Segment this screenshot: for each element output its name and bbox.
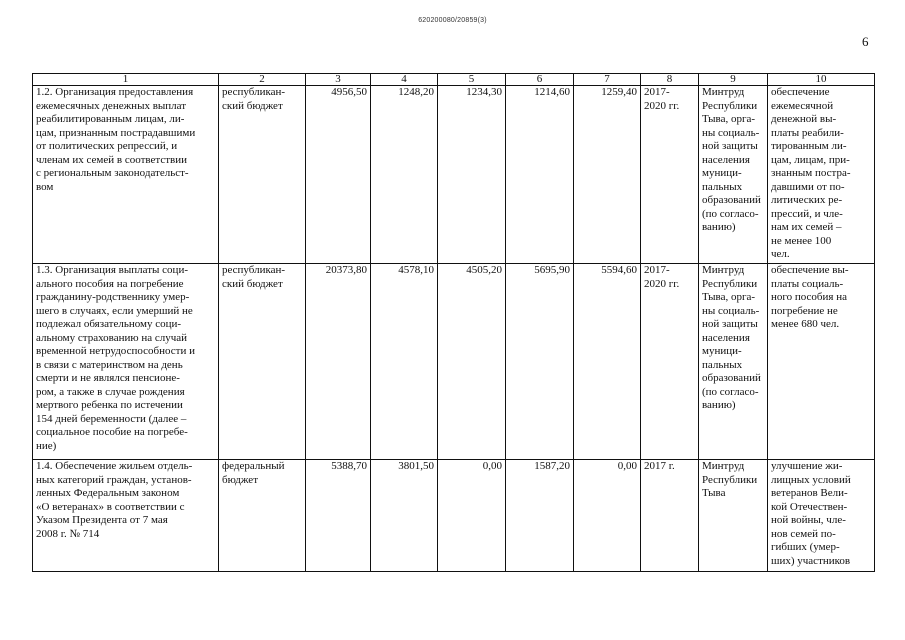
page-number: 6 — [862, 34, 869, 49]
amount-cell: 0,00 — [438, 460, 506, 572]
funding-source-cell: федеральный бюджет — [219, 460, 306, 572]
period-cell: 2017- 2020 гг. — [641, 264, 699, 460]
period-cell: 2017 г. — [641, 460, 699, 572]
responsible-cell: Минтруд Республики Тыва, орга- ны социаль- ной защиты населения муници- пальных образований (по согласо- ванию) — [699, 264, 768, 460]
amount-cell: 5594,60 — [574, 264, 641, 460]
column-header: 6 — [506, 74, 574, 86]
result-cell: обеспечение вы- платы социаль- ного пособия на погребение не менее 680 чел. — [768, 264, 875, 460]
responsible-cell: Минтруд Республики Тыва, орга- ны социаль- ной защиты населения муници- пальных образований (по согласо- ванию) — [699, 86, 768, 264]
responsible-cell: Минтруд Республики Тыва — [699, 460, 768, 572]
total-amount-cell: 4956,50 — [306, 86, 371, 264]
column-header: 7 — [574, 74, 641, 86]
program-table — [32, 73, 875, 572]
table-row — [33, 86, 875, 264]
amount-cell: 1214,60 — [506, 86, 574, 264]
result-cell: обеспечение ежемесячной денежной вы- платы реабили- тированным ли- цам, лицам, при- знанным постра- давшими от по- литических ре- прессий, и чле- нам их семей – не менее 100 чел. — [768, 86, 875, 264]
amount-cell: 1248,20 — [371, 86, 438, 264]
period-cell: 2017- 2020 гг. — [641, 86, 699, 264]
funding-source-cell: республикан- ский бюджет — [219, 264, 306, 460]
amount-cell: 1587,20 — [506, 460, 574, 572]
column-header: 8 — [641, 74, 699, 86]
column-header: 9 — [699, 74, 768, 86]
column-header: 4 — [371, 74, 438, 86]
total-amount-cell: 20373,80 — [306, 264, 371, 460]
amount-cell: 1234,30 — [438, 86, 506, 264]
result-cell: улучшение жи- лищных условий ветеранов Вели- кой Отечествен- ной войны, чле- нов семей по- гибших (умер- ших) участников — [768, 460, 875, 572]
table-row — [33, 264, 875, 460]
column-number-row — [33, 74, 875, 86]
activity-cell: 1.3. Организация выплаты соци- ального пособия на погребение гражданину-родственнику умер- шего в случаях, если умерший не подлежал обязательному соци- альному страхованию на случай временной нетрудоспособности и в связи с материнством на день смерти и не являлся пенсионе- ром, а также в случае рождения мертвого ребенка по истечении 154 дней беременности (далее – социальное пособие на погребе- ние) — [33, 264, 219, 460]
amount-cell: 5695,90 — [506, 264, 574, 460]
amount-cell: 4578,10 — [371, 264, 438, 460]
funding-source-cell: республикан- ский бюджет — [219, 86, 306, 264]
total-amount-cell: 5388,70 — [306, 460, 371, 572]
table-row — [33, 460, 875, 572]
activity-cell: 1.4. Обеспечение жильем отдель- ных категорий граждан, установ- ленных Федеральным законом «О ветеранах» в соответствии с Указом Президента от 7 мая 2008 г. № 714 — [33, 460, 219, 572]
amount-cell: 3801,50 — [371, 460, 438, 572]
amount-cell: 1259,40 — [574, 86, 641, 264]
activity-cell: 1.2. Организация предоставления ежемесячных денежных выплат реабилитированным лицам, ли- цам, признанным пострадавшими от политических репрессий, и членам их семей в соответствии с региональным законодательст- вом — [33, 86, 219, 264]
column-header: 3 — [306, 74, 371, 86]
amount-cell: 4505,20 — [438, 264, 506, 460]
document-id: 620200080/20859(3) — [418, 17, 487, 24]
column-header: 5 — [438, 74, 506, 86]
amount-cell: 0,00 — [574, 460, 641, 572]
column-header: 10 — [768, 74, 875, 86]
column-header: 2 — [219, 74, 306, 86]
column-header: 1 — [33, 74, 219, 86]
